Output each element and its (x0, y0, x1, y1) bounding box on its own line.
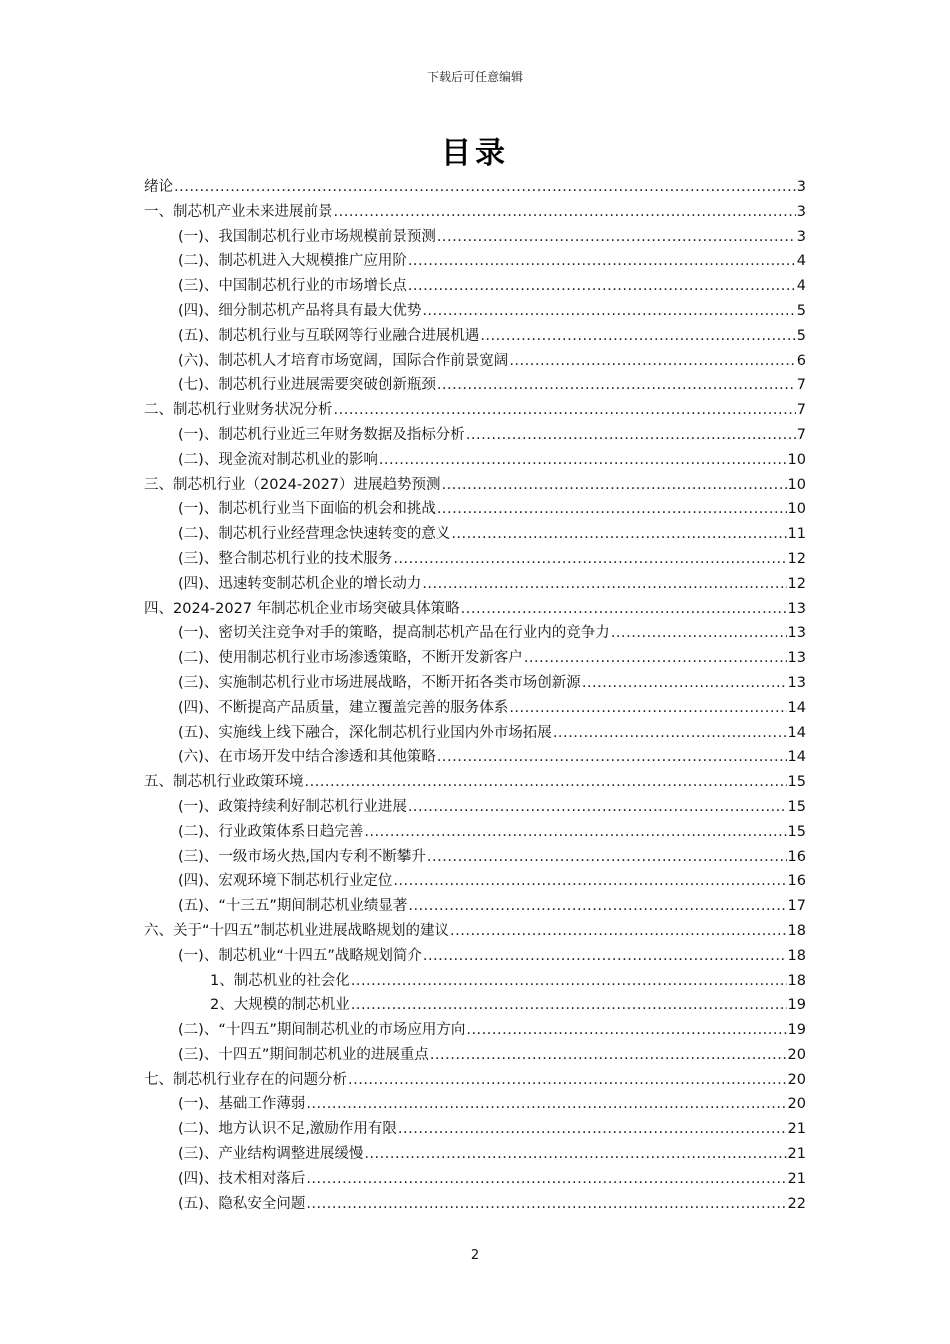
toc-entry-page: 15 (787, 823, 806, 840)
toc-entry[interactable] (144, 249, 806, 274)
toc-entry-title: (三)、中国制芯机行业的市场增长点 (178, 278, 407, 295)
toc-entry-page: 18 (787, 922, 806, 939)
toc-entry-page: 3 (796, 179, 806, 195)
toc-entry-page: 13 (787, 674, 806, 691)
toc-entry-page: 18 (787, 972, 806, 989)
toc-dot-leader (450, 919, 787, 944)
toc-dot-leader (393, 547, 786, 572)
toc-dot-leader (306, 1192, 786, 1217)
toc-entry-page: 11 (787, 526, 806, 543)
toc-entry[interactable] (144, 795, 806, 820)
toc-entry-title: (六)、制芯机人才培育市场宽阔，国际合作前景宽阔 (178, 352, 509, 369)
toc-entry[interactable] (144, 423, 806, 448)
toc-dot-leader (408, 249, 796, 274)
toc-entry[interactable] (144, 845, 806, 870)
toc-entry-page: 7 (796, 377, 806, 394)
toc-dot-leader (442, 473, 787, 498)
toc-entry-title: (二)、“十四五”期间制芯机业的市场应用方向 (178, 1022, 466, 1039)
toc-entry[interactable] (144, 547, 806, 572)
toc-entry[interactable] (144, 745, 806, 770)
toc-entry[interactable] (144, 820, 806, 845)
toc-entry-title: (四)、不断提高产品质量，建立覆盖完善的服务体系 (178, 699, 509, 716)
toc-entry[interactable] (144, 894, 806, 919)
toc-entry-page: 10 (787, 476, 806, 493)
toc-entry-title: 一、制芯机产业未来进展前景 (144, 203, 333, 220)
toc-entry-title: (五)、制芯机行业与互联网等行业融合进展机遇 (178, 327, 480, 344)
toc-entry-page: 7 (796, 426, 806, 443)
toc-dot-leader (305, 770, 787, 795)
toc-entry[interactable] (144, 473, 806, 498)
toc-entry-page: 14 (787, 724, 806, 741)
toc-entry-page: 13 (787, 650, 806, 667)
toc-entry-title: (七)、制芯机行业进展需要突破创新瓶颈 (178, 377, 436, 394)
toc-entry[interactable] (144, 597, 806, 622)
toc-entry-page: 16 (787, 848, 806, 865)
toc-entry-page: 20 (787, 1071, 806, 1088)
toc-entry-page: 4 (796, 253, 806, 270)
toc-entry-page: 18 (787, 947, 806, 964)
toc-entry[interactable] (144, 621, 806, 646)
toc-dot-leader (437, 745, 787, 770)
header-note: 下载后可任意编辑 (426, 70, 523, 84)
toc-entry[interactable] (144, 1117, 806, 1142)
toc-entry-page: 14 (787, 699, 806, 716)
toc-entry-page: 6 (796, 352, 806, 369)
toc-dot-leader (306, 1167, 786, 1192)
toc-entry-title: 六、关于“十四五”制芯机业进展战略规划的建议 (144, 922, 450, 939)
toc-entry-title: (二)、制芯机行业经营理念快速转变的意义 (178, 526, 451, 543)
toc-dot-leader (351, 993, 787, 1018)
toc-entry-page: 5 (796, 302, 806, 319)
toc-dot-leader (306, 1092, 786, 1117)
toc-entry[interactable] (144, 299, 806, 324)
toc-dot-leader (461, 597, 787, 622)
toc-entry[interactable] (144, 349, 806, 374)
toc-entry-title: (五)、隐私安全问题 (178, 1195, 306, 1212)
toc-entry[interactable] (144, 1043, 806, 1068)
toc-dot-leader (334, 398, 796, 423)
toc-entry[interactable] (144, 721, 806, 746)
toc-dot-leader (348, 1068, 787, 1093)
toc-entry-title: 1、制芯机业的社会化 (210, 972, 350, 989)
toc-entry-title: (一)、制芯机业“十四五”战略规划简介 (178, 947, 422, 964)
toc-entry-page: 7 (796, 402, 806, 419)
toc-dot-leader (480, 324, 795, 349)
toc-entry[interactable] (144, 200, 806, 225)
toc-entry[interactable] (144, 373, 806, 398)
toc-entry[interactable] (144, 770, 806, 795)
toc-entry-page: 21 (787, 1121, 806, 1138)
toc-entry-title: (五)、实施线上线下融合，深化制芯机行业国内外市场拓展 (178, 724, 552, 741)
toc-entry[interactable] (144, 572, 806, 597)
toc-dot-leader (364, 1142, 786, 1167)
toc-entry[interactable] (144, 522, 806, 547)
toc-entry-page: 22 (787, 1195, 806, 1212)
table-of-contents (144, 175, 806, 1216)
toc-dot-leader (466, 1018, 786, 1043)
toc-dot-leader (466, 423, 796, 448)
toc-entry-page: 16 (787, 873, 806, 890)
toc-entry[interactable] (144, 1192, 806, 1217)
toc-dot-leader (611, 621, 787, 646)
toc-entry[interactable] (144, 993, 806, 1018)
toc-entry-title: (三)、整合制芯机行业的技术服务 (178, 550, 393, 567)
toc-entry-title: 绪论 (144, 179, 173, 195)
toc-entry-title: (三)、一级市场火热,国内专利不断攀升 (178, 848, 426, 865)
toc-dot-leader (364, 820, 786, 845)
toc-entry[interactable] (144, 1068, 806, 1093)
toc-dot-leader (408, 894, 786, 919)
toc-entry[interactable] (144, 274, 806, 299)
toc-entry-page: 10 (787, 451, 806, 468)
toc-entry-page: 13 (787, 625, 806, 642)
toc-entry-page: 15 (787, 798, 806, 815)
toc-dot-leader (351, 969, 787, 994)
toc-dot-leader (379, 448, 787, 473)
toc-dot-leader (423, 944, 787, 969)
toc-entry-title: (一)、基础工作薄弱 (178, 1096, 306, 1113)
toc-entry-title: (二)、使用制芯机行业市场渗透策略，不断开发新客户 (178, 650, 523, 667)
toc-entry-title: (一)、密切关注竞争对手的策略，提高制芯机产品在行业内的竞争力 (178, 625, 610, 642)
toc-entry-page: 5 (796, 327, 806, 344)
toc-entry[interactable] (144, 869, 806, 894)
toc-entry-page: 12 (787, 550, 806, 567)
toc-entry-title: (四)、迅速转变制芯机企业的增长动力 (178, 575, 422, 592)
toc-entry[interactable] (144, 1167, 806, 1192)
toc-dot-leader (427, 845, 787, 870)
toc-entry-page: 4 (796, 278, 806, 295)
toc-dot-leader (437, 225, 796, 250)
toc-entry-page: 14 (787, 749, 806, 766)
toc-entry-title: 七、制芯机行业存在的问题分析 (144, 1071, 347, 1088)
toc-dot-leader (174, 175, 796, 200)
toc-entry-title: 三、制芯机行业（2024-2027）进展趋势预测 (144, 476, 441, 493)
toc-dot-leader (398, 1117, 787, 1142)
toc-entry-page: 19 (787, 997, 806, 1014)
toc-dot-leader (509, 349, 795, 374)
toc-entry-page: 3 (796, 203, 806, 220)
toc-entry[interactable] (144, 448, 806, 473)
toc-entry-title: (一)、政策持续利好制芯机行业进展 (178, 798, 407, 815)
toc-entry-title: (二)、制芯机进入大规模推广应用阶 (178, 253, 407, 270)
toc-entry[interactable] (144, 919, 806, 944)
toc-dot-leader (451, 522, 786, 547)
toc-entry-title: (四)、技术相对落后 (178, 1170, 306, 1187)
toc-dot-leader (509, 696, 786, 721)
toc-dot-leader (408, 795, 787, 820)
toc-entry-page: 10 (787, 501, 806, 518)
toc-dot-leader (334, 200, 796, 225)
toc-entry-title: (一)、制芯机行业当下面临的机会和挑战 (178, 501, 436, 518)
toc-entry[interactable] (144, 671, 806, 696)
toc-entry-title: (二)、现金流对制芯机业的影响 (178, 451, 378, 468)
toc-entry-title: (二)、行业政策体系日趋完善 (178, 823, 364, 840)
toc-dot-leader (422, 572, 786, 597)
toc-entry[interactable] (144, 944, 806, 969)
toc-entry-title: 五、制芯机行业政策环境 (144, 774, 304, 791)
toc-entry[interactable] (144, 497, 806, 522)
toc-entry-title: (六)、在市场开发中结合渗透和其他策略 (178, 749, 436, 766)
toc-dot-leader (393, 869, 786, 894)
toc-entry-page: 12 (787, 575, 806, 592)
toc-entry-page: 21 (787, 1170, 806, 1187)
toc-entry[interactable] (144, 1092, 806, 1117)
toc-entry-title: (三)、实施制芯机行业市场进展战略，不断开拓各类市场创新源 (178, 674, 581, 691)
toc-entry[interactable] (144, 398, 806, 423)
toc-entry-page: 3 (796, 228, 806, 245)
toc-entry-page: 21 (787, 1146, 806, 1163)
toc-entry-title: (三)、十四五”期间制芯机业的进展重点 (178, 1046, 429, 1063)
toc-entry[interactable] (144, 646, 806, 671)
toc-dot-leader (430, 1043, 787, 1068)
toc-entry-title: (一)、我国制芯机行业市场规模前景预测 (178, 228, 436, 245)
toc-dot-leader (422, 299, 795, 324)
toc-entry[interactable] (144, 225, 806, 250)
toc-entry[interactable] (144, 324, 806, 349)
toc-entry-title: (四)、细分制芯机产品将具有最大优势 (178, 302, 422, 319)
toc-entry-page: 20 (787, 1046, 806, 1063)
toc-entry[interactable] (144, 1018, 806, 1043)
toc-entry-page: 19 (787, 1022, 806, 1039)
toc-dot-leader (437, 373, 796, 398)
toc-entry-page: 17 (787, 898, 806, 915)
toc-entry-title: (五)、“十三五”期间制芯机业绩显著 (178, 898, 408, 915)
toc-entry[interactable] (144, 175, 806, 200)
toc-entry[interactable] (144, 696, 806, 721)
toc-entry-title: (四)、宏观环境下制芯机行业定位 (178, 873, 393, 890)
toc-entry-title: 四、2024-2027 年制芯机企业市场突破具体策略 (144, 600, 460, 617)
toc-entry[interactable] (144, 969, 806, 994)
toc-dot-leader (582, 671, 787, 696)
toc-dot-leader (437, 497, 787, 522)
toc-entry-title: 二、制芯机行业财务状况分析 (144, 402, 333, 419)
toc-entry-title: (三)、产业结构调整进展缓慢 (178, 1146, 364, 1163)
toc-entry-title: (一)、制芯机行业近三年财务数据及指标分析 (178, 426, 465, 443)
toc-dot-leader (524, 646, 787, 671)
page-number: 2 (470, 1248, 480, 1263)
toc-entry-page: 20 (787, 1096, 806, 1113)
toc-entry-title: (二)、地方认识不足,激励作用有限 (178, 1121, 397, 1138)
toc-entry-title: 2、大规模的制芯机业 (210, 997, 350, 1014)
toc-entry[interactable] (144, 1142, 806, 1167)
toc-dot-leader (408, 274, 796, 299)
toc-entry-page: 15 (787, 774, 806, 791)
toc-dot-leader (553, 721, 787, 746)
toc-title: 目录 (441, 136, 509, 171)
toc-entry-page: 13 (787, 600, 806, 617)
